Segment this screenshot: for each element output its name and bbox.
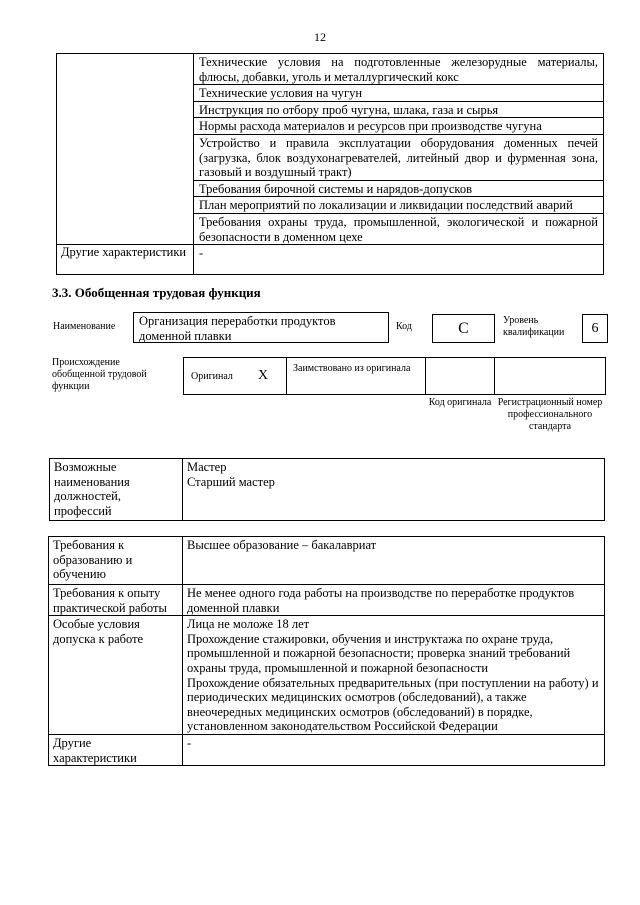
- empty-label-cell: [57, 54, 194, 245]
- positions-label: Возможные наименования должностей, профессий: [50, 459, 183, 521]
- reg-number-cell: [494, 357, 606, 395]
- position-item: Мастер: [187, 460, 227, 474]
- knowledge-item: Требования охраны труда, промышленной, экологической и пожарной безопасности в доменном цехе: [194, 213, 604, 244]
- section-title: 3.3. Обобщенная трудовая функция: [52, 285, 261, 300]
- special-condition-item: Прохождение стажировки, обучения и инструктажа по охране труда, промышленной и пожарной безопасности; проверка знаний требований охраны труда, промышленной и пожарной безопасности: [187, 631, 571, 675]
- knowledge-item: Инструкция по отбору проб чугуна, шлака, газа и сырья: [194, 101, 604, 118]
- original-label: Оригинал: [191, 371, 233, 382]
- knowledge-table: [56, 53, 604, 275]
- knowledge-item: Требования бирочной системы и нарядов-допусков: [194, 180, 604, 197]
- level-value: 6: [582, 314, 608, 343]
- code-label: Код: [396, 321, 412, 332]
- special-condition-item: Лица не моложе 18 лет: [187, 617, 310, 632]
- education-value: Высшее образование – бакалавриат: [183, 537, 605, 585]
- page-number: 12: [314, 30, 326, 44]
- original-mark: X: [258, 368, 269, 383]
- special-conditions-values: [183, 616, 605, 735]
- experience-value: Не менее одного года работы на производстве по переработке продуктов доменной плавки: [183, 585, 605, 616]
- origin-label: Происхождение обобщенной трудовой функции: [52, 357, 147, 392]
- name-label: Наименование: [53, 321, 116, 332]
- other-characteristics-label: Другие характеристики: [57, 245, 194, 275]
- experience-label: Требования к опыту практической работы: [49, 585, 183, 616]
- level-label: Уровень квалификации: [503, 315, 565, 338]
- code-original-caption: Код оригинала: [428, 397, 492, 408]
- positions-table: [49, 458, 605, 521]
- reg-number-caption: Регистрационный номер профессионального стандарта: [497, 397, 603, 432]
- borrowed-cell: Заимствовано из оригинала: [286, 357, 426, 395]
- knowledge-item: Технические условия на подготовленные железорудные материалы, флюсы, добавки, уголь и металлургический кокс: [194, 54, 604, 85]
- other-characteristics-value: -: [194, 245, 604, 275]
- knowledge-item: Устройство и правила эксплуатации оборудования доменных печей (загрузка, блок воздухонагревателей, литейный двор и фурменная зона, газовый и воздушный тракт): [194, 134, 604, 180]
- code-original-cell: [425, 357, 495, 395]
- special-conditions-label: Особые условия допуска к работе: [49, 616, 183, 735]
- original-cell: [183, 357, 287, 395]
- other-characteristics-value: -: [183, 734, 605, 765]
- function-name-value: Организация переработки продуктов доменной плавки: [133, 312, 389, 343]
- position-item: Старший мастер: [187, 474, 275, 489]
- code-value: C: [432, 314, 495, 343]
- special-condition-item: Прохождение обязательных предварительных (при поступлении на работу) и периодических медицинских осмотров (обследований), а также внеочередных медицинских осмотров (обследований) в порядке, установленном законодательством Российской Федерации: [187, 675, 599, 734]
- knowledge-item: Технические условия на чугун: [194, 85, 604, 102]
- other-characteristics-label: Другие характеристики: [49, 734, 183, 765]
- requirements-table: [48, 536, 605, 766]
- knowledge-item: План мероприятий по локализации и ликвидации последствий аварий: [194, 197, 604, 214]
- education-label: Требования к образованию и обучению: [49, 537, 183, 585]
- positions-values: [183, 459, 605, 521]
- knowledge-item: Нормы расхода материалов и ресурсов при производстве чугуна: [194, 118, 604, 135]
